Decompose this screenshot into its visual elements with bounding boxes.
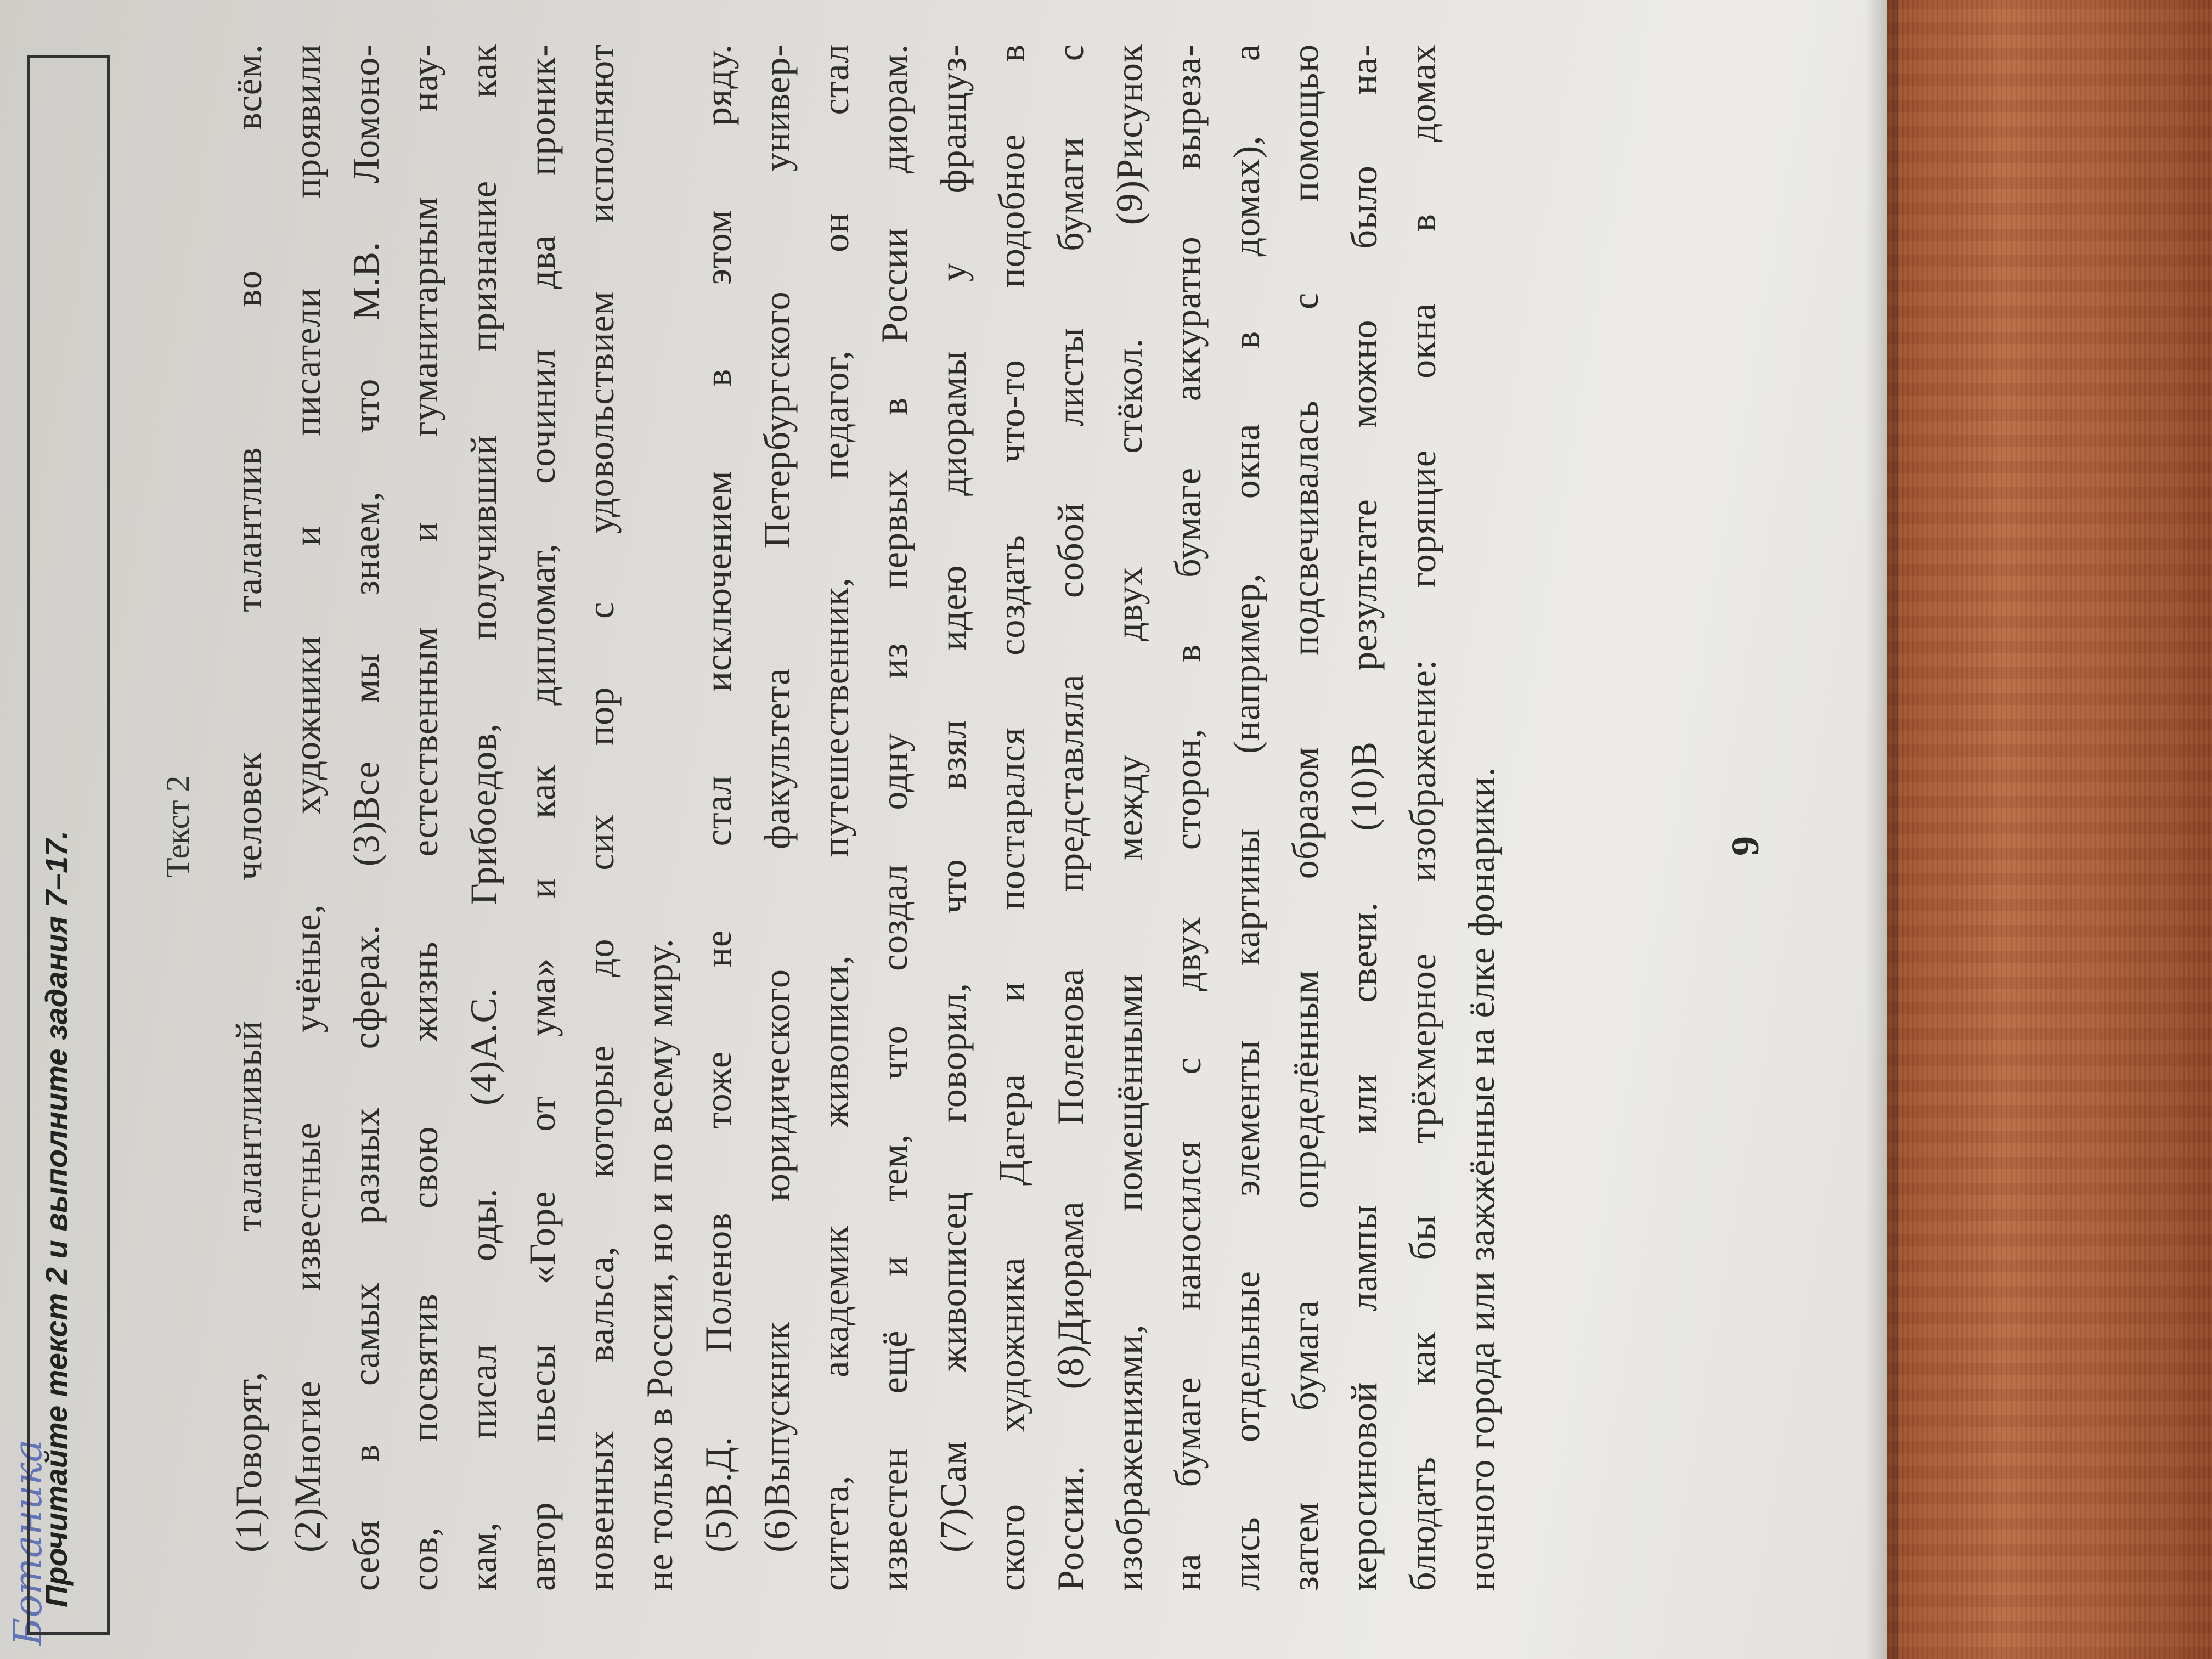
text-body xyxy=(219,44,1511,1591)
text-line: (1)Говорят, талантливый человек талантлив во всём. xyxy=(228,44,269,1553)
page-number: 9 xyxy=(1723,836,1767,856)
text-line: изображениями, помещёнными между двух стёкол. (9)Рисунок xyxy=(1108,44,1150,1591)
text-line: не только в России, но и по всему миру. xyxy=(639,938,680,1591)
text-line: блюдать как бы трёхмерное изображение: горящие окна в домах xyxy=(1402,44,1443,1591)
text-title: Текст 2 xyxy=(160,775,196,878)
text-line: себя в самых разных сферах. (3)Все мы знаем, что М.В. Ломоно- xyxy=(345,44,387,1591)
book-page xyxy=(5,5,1876,1657)
text-line: сов, посвятив свою жизнь естественным и гуманитарным нау- xyxy=(404,44,445,1591)
text-line: ситета, академик живописи, путешественник, педагог, он стал xyxy=(815,44,856,1591)
text-line: (6)Выпускник юридического факультета Петербургского универ- xyxy=(756,44,798,1553)
text-line: автор пьесы «Горе от ума» и как дипломат, сочинил два проник- xyxy=(521,44,563,1591)
text-line: (2)Многие известные учёные, художники и писатели проявили xyxy=(286,44,328,1553)
text-line: ночного города или зажжённые на ёлке фонарики. xyxy=(1460,766,1502,1591)
text-line: керосиновой лампы или свечи. (10)В результате можно было на- xyxy=(1343,44,1385,1591)
text-line: (7)Сам живописец говорил, что взял идею диорамы у француз- xyxy=(932,44,974,1553)
text-line: затем бумага определённым образом подсвечивалась с помощью xyxy=(1284,44,1326,1591)
task-instruction: Прочитайте текст 2 и выполните задания 7–17. xyxy=(39,830,74,1607)
text-line: России. (8)Диорама Поленова представляла собой листы бумаги с xyxy=(1049,44,1091,1591)
wooden-table xyxy=(1887,0,2212,1659)
handwritten-note: Ботаника xyxy=(5,1439,50,1646)
text-line: (5)В.Д. Поленов тоже не стал исключением в этом ряду. xyxy=(697,44,739,1553)
text-line: лись отдельные элементы картины (например, окна в домах), а xyxy=(1226,44,1267,1591)
text-line: кам, писал оды. (4)А.С. Грибоедов, получивший признание как xyxy=(462,44,504,1591)
text-line: ского художника Дагера и постарался создать что-то подобное в xyxy=(991,44,1032,1591)
text-line: новенных вальса, которые до сих пор с удовольствием исполняют xyxy=(580,44,622,1591)
text-line: на бумаге наносился с двух сторон, в бумаге аккуратно выреза- xyxy=(1167,44,1209,1591)
text-line: известен ещё и тем, что создал одну из первых в России диорам. xyxy=(873,44,915,1591)
